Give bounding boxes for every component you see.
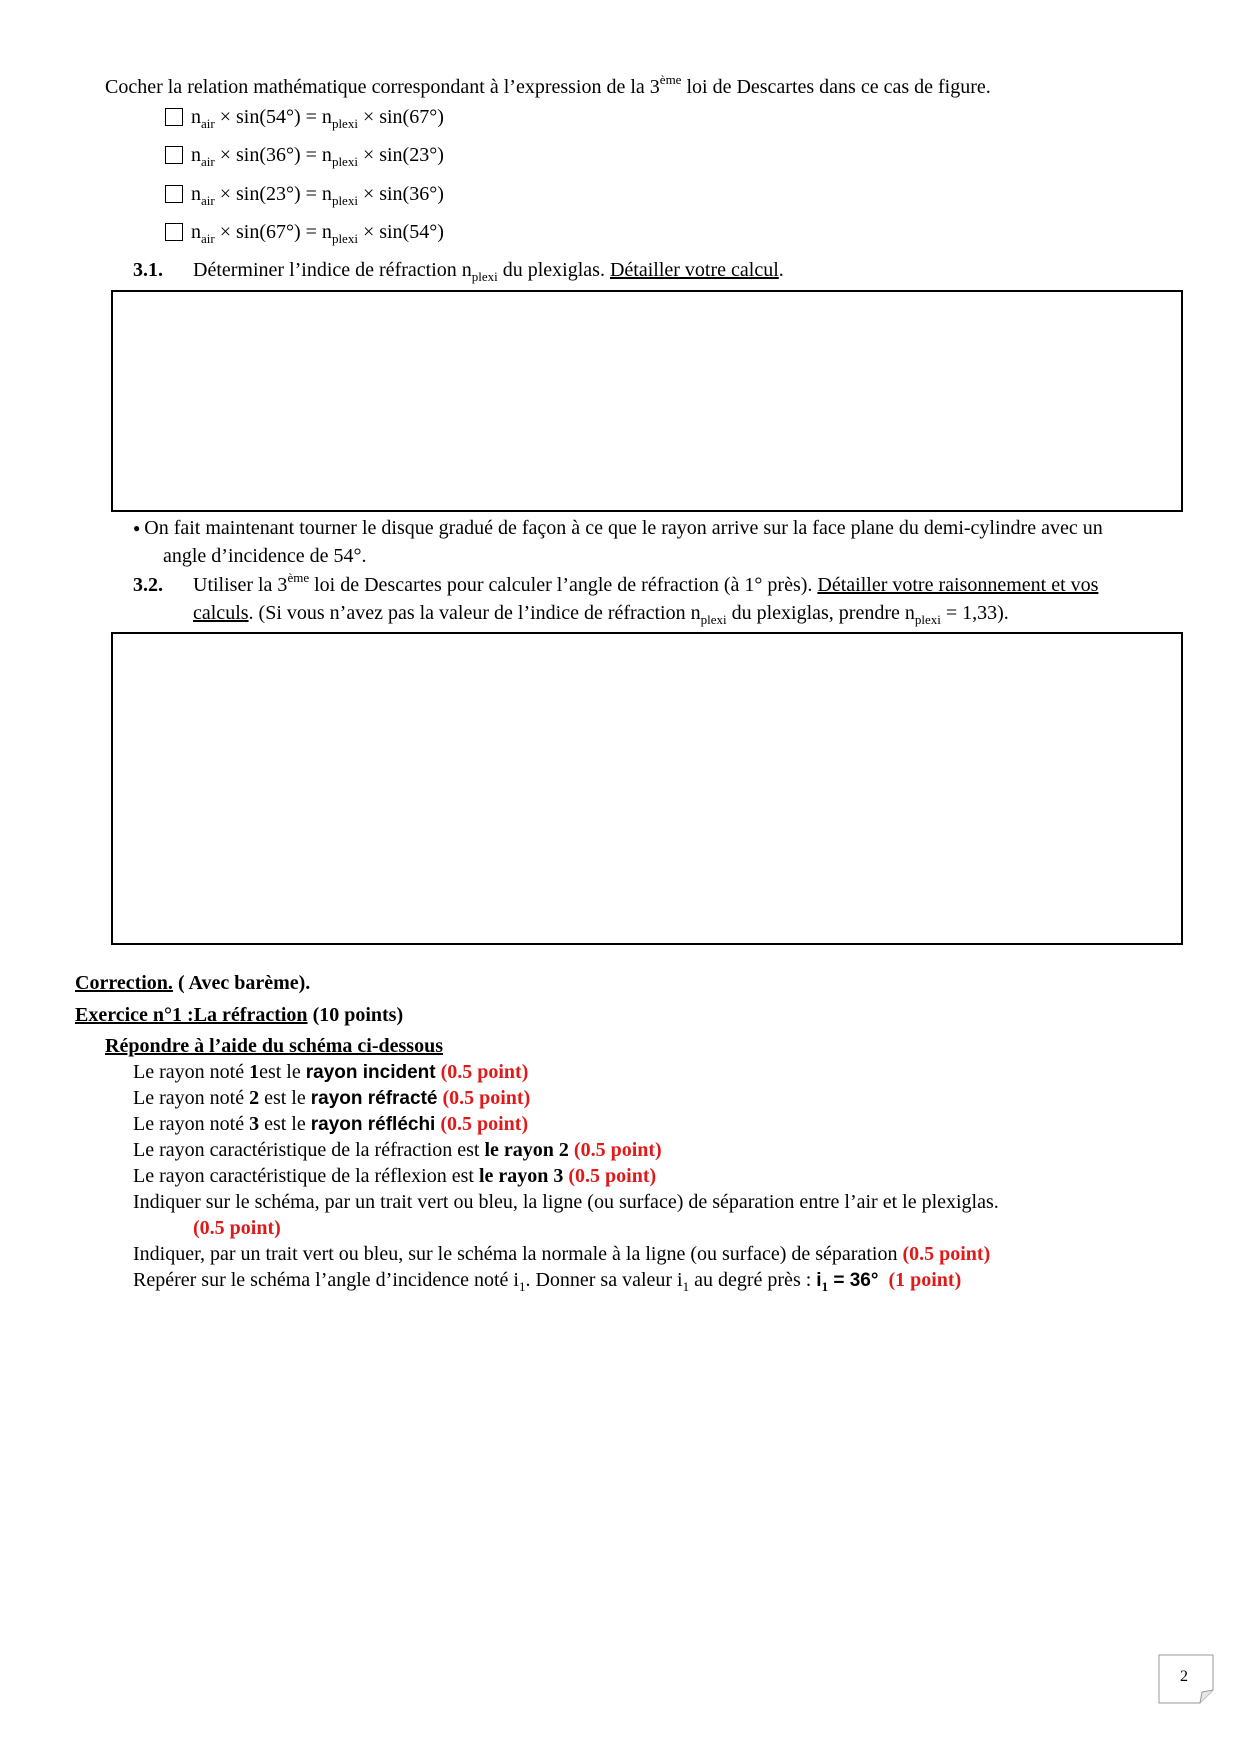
option-2[interactable]: $n_{air} \times \sin(36^\circ) = n_{plexi} \times \sin(23^\circ)$	[165, 144, 444, 167]
correction-title: Correction. ( Avec barème).	[75, 972, 311, 994]
bullet-icon: ●	[133, 521, 141, 535]
bullet-text-line1: ● On fait maintenant tourner le disque gradué de façon à ce que le rayon arrive sur la face plane du demi-cylindre avec un	[133, 517, 1103, 539]
answer-line-7: Indiquer, par un trait vert ou bleu, sur le schéma la normale à la ligne (ou surface) de séparation (0.5 point)	[133, 1243, 991, 1265]
page-number: 2	[1180, 1668, 1188, 1685]
answer-line-4: Le rayon caractéristique de la réfraction est le rayon 2 (0.5 point)	[133, 1139, 662, 1161]
answer-line-6-points: (0.5 point)	[193, 1217, 281, 1239]
option-1[interactable]: $n_{air} \times \sin(54^\circ) = n_{plexi} \times \sin(67^\circ)$	[165, 106, 444, 129]
answer-line-1: Le rayon noté 1est le rayon incident (0.5 point)	[133, 1061, 529, 1083]
page-number-box	[1158, 1654, 1214, 1704]
answer-line-6: Indiquer sur le schéma, par un trait vert ou bleu, la ligne (ou surface) de séparation entre l’air et le plexiglas.	[133, 1191, 999, 1213]
exercise-title: Exercice n°1 :La réfraction (10 points)	[75, 1004, 404, 1026]
bullet-text-line2: angle d’incidence de 54°.	[163, 545, 367, 567]
question-intro: Cocher la relation mathématique correspondant à l’expression de la 3ème loi de Descartes dans ce cas de figure.	[105, 72, 991, 98]
checkbox[interactable]	[165, 223, 183, 241]
answer-box-3-1[interactable]	[111, 290, 1183, 512]
question-3-2-line2: calculs. (Si vous n’avez pas la valeur de l’indice de réfraction $n_{plexi}$ du plexiglas, prendre $n_{plexi} = 1,33$).	[193, 602, 1009, 627]
correction-subtitle: Répondre à l’aide du schéma ci-dessous	[105, 1035, 443, 1057]
question-3-1: 3.1. Déterminer l’indice de réfraction $n_{plexi}$ du plexiglas. Détailler votre calcul.	[133, 259, 784, 284]
question-3-2-line1: 3.2. Utiliser la 3ème loi de Descartes pour calculer l’angle de réfraction (à 1° près). Détailler votre raisonnement et vos	[133, 570, 1099, 596]
answer-line-3: Le rayon noté 3 est le rayon réfléchi (0.5 point)	[133, 1113, 529, 1135]
answer-line-2: Le rayon noté 2 est le rayon réfracté (0.5 point)	[133, 1087, 531, 1109]
answer-line-5: Le rayon caractéristique de la réflexion est le rayon 3 (0.5 point)	[133, 1165, 657, 1187]
checkbox[interactable]	[165, 146, 183, 164]
checkbox[interactable]	[165, 108, 183, 126]
option-4[interactable]: $n_{air} \times \sin(67^\circ) = n_{plexi} \times \sin(54^\circ)$	[165, 221, 444, 244]
answer-box-3-2[interactable]	[111, 632, 1183, 945]
option-3[interactable]: $n_{air} \times \sin(23^\circ) = n_{plexi} \times \sin(36^\circ)$	[165, 183, 444, 206]
answer-line-8: Repérer sur le schéma l’angle d’incidence noté $i_1$. Donner sa valeur $i_1$ au degré près : $i_1 = 36^\circ$ (1 point)	[133, 1269, 962, 1294]
checkbox[interactable]	[165, 185, 183, 203]
